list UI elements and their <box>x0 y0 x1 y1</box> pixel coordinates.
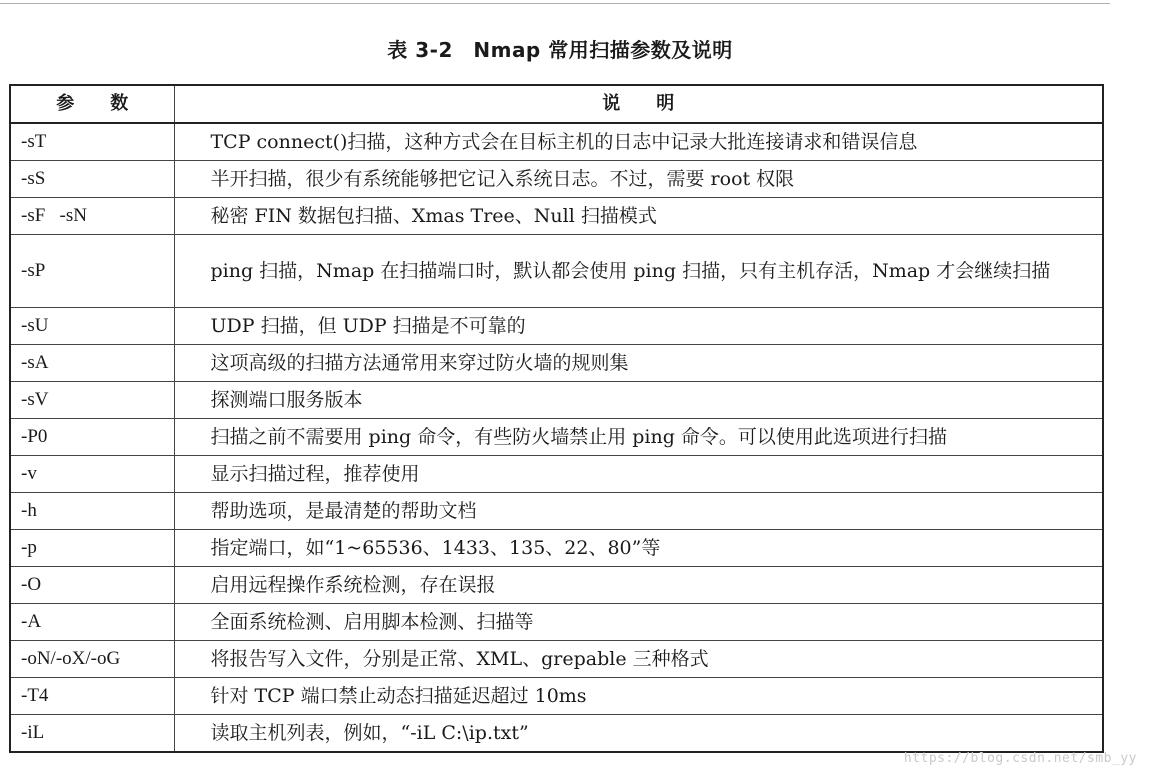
param-cell: -sT <box>10 123 174 161</box>
table-row <box>10 123 1103 161</box>
desc-text: 将报告写入文件，分别是正常、XML、grepable 三种格式 <box>210 648 709 670</box>
param-cell: -T4 <box>10 678 174 715</box>
desc-text: 探测端口服务版本 <box>210 389 363 411</box>
table-row <box>10 641 1103 678</box>
table-row <box>10 530 1103 567</box>
desc-cell <box>174 715 1103 753</box>
desc-cell <box>174 161 1103 198</box>
watermark: https://blog.csdn.net/smb_yy <box>903 751 1137 766</box>
table-row <box>10 456 1103 493</box>
desc-text: 读取主机列表，例如，“-iL C:\ip.txt” <box>210 722 529 744</box>
desc-text: 秘密 FIN 数据包扫描、Xmas Tree、Null 扫描模式 <box>210 205 657 227</box>
desc-cell <box>174 235 1103 308</box>
table-row <box>10 567 1103 604</box>
desc-cell <box>174 123 1103 161</box>
desc-cell <box>174 345 1103 382</box>
desc-text: 扫描之前不需要用 ping 命令，有些防火墙禁止用 ping 命令。可以使用此选项进行扫描 <box>210 426 947 448</box>
desc-cell <box>174 678 1103 715</box>
table-row <box>10 604 1103 641</box>
desc-text: 全面系统检测、启用脚本检测、扫描等 <box>210 611 534 633</box>
table-row <box>10 493 1103 530</box>
desc-text: 显示扫描过程，推荐使用 <box>210 463 420 485</box>
param-cell: -sV <box>10 382 174 419</box>
nmap-params-table-wrapper <box>9 84 1102 753</box>
param-cell: -p <box>10 530 174 567</box>
page-top-rule <box>0 3 1110 4</box>
desc-cell <box>174 308 1103 345</box>
desc-cell <box>174 198 1103 235</box>
param-cell: -sS <box>10 161 174 198</box>
table-row <box>10 382 1103 419</box>
table-body <box>10 123 1103 752</box>
table-row <box>10 198 1103 235</box>
header-param: 参 数 <box>10 85 174 123</box>
desc-cell <box>174 493 1103 530</box>
desc-cell <box>174 567 1103 604</box>
desc-text: 针对 TCP 端口禁止动态扫描延迟超过 10ms <box>210 685 587 707</box>
desc-text: 启用远程操作系统检测，存在误报 <box>210 574 496 596</box>
table-row <box>10 235 1103 308</box>
header-desc: 说 明 <box>174 85 1103 123</box>
desc-cell <box>174 641 1103 678</box>
desc-text: UDP 扫描，但 UDP 扫描是不可靠的 <box>210 315 526 337</box>
desc-text: 这项高级的扫描方法通常用来穿过防火墙的规则集 <box>210 352 629 374</box>
desc-cell <box>174 530 1103 567</box>
table-row <box>10 345 1103 382</box>
table-row <box>10 678 1103 715</box>
param-cell: -sU <box>10 308 174 345</box>
param-cell: -sP <box>10 235 174 308</box>
param-cell: -v <box>10 456 174 493</box>
param-cell: -sA <box>10 345 174 382</box>
desc-cell <box>174 456 1103 493</box>
desc-text: 帮助选项，是最清楚的帮助文档 <box>210 500 477 522</box>
desc-text: ping 扫描，Nmap 在扫描端口时，默认都会使用 ping 扫描，只有主机存活，Nmap 才会继续扫描 <box>210 260 1051 282</box>
desc-cell <box>174 419 1103 456</box>
desc-text: 指定端口，如“1~65536、1433、135、22、80”等 <box>210 537 661 559</box>
table-header-row <box>10 85 1103 123</box>
nmap-params-table <box>9 84 1104 753</box>
desc-cell <box>174 382 1103 419</box>
param-cell: -A <box>10 604 174 641</box>
param-cell: -P0 <box>10 419 174 456</box>
desc-cell <box>174 604 1103 641</box>
desc-text: TCP connect()扫描，这种方式会在目标主机的日志中记录大批连接请求和错误信息 <box>210 131 918 153</box>
table-row <box>10 161 1103 198</box>
desc-text: 半开扫描，很少有系统能够把它记入系统日志。不过，需要 root 权限 <box>210 168 795 190</box>
table-row <box>10 715 1103 753</box>
table-caption: 表 3-2 Nmap 常用扫描参数及说明 <box>387 38 733 62</box>
param-cell: -sF -sN <box>10 198 174 235</box>
param-cell: -oN/-oX/-oG <box>10 641 174 678</box>
param-cell: -iL <box>10 715 174 753</box>
param-cell: -h <box>10 493 174 530</box>
table-row <box>10 419 1103 456</box>
table-row <box>10 308 1103 345</box>
param-cell: -O <box>10 567 174 604</box>
